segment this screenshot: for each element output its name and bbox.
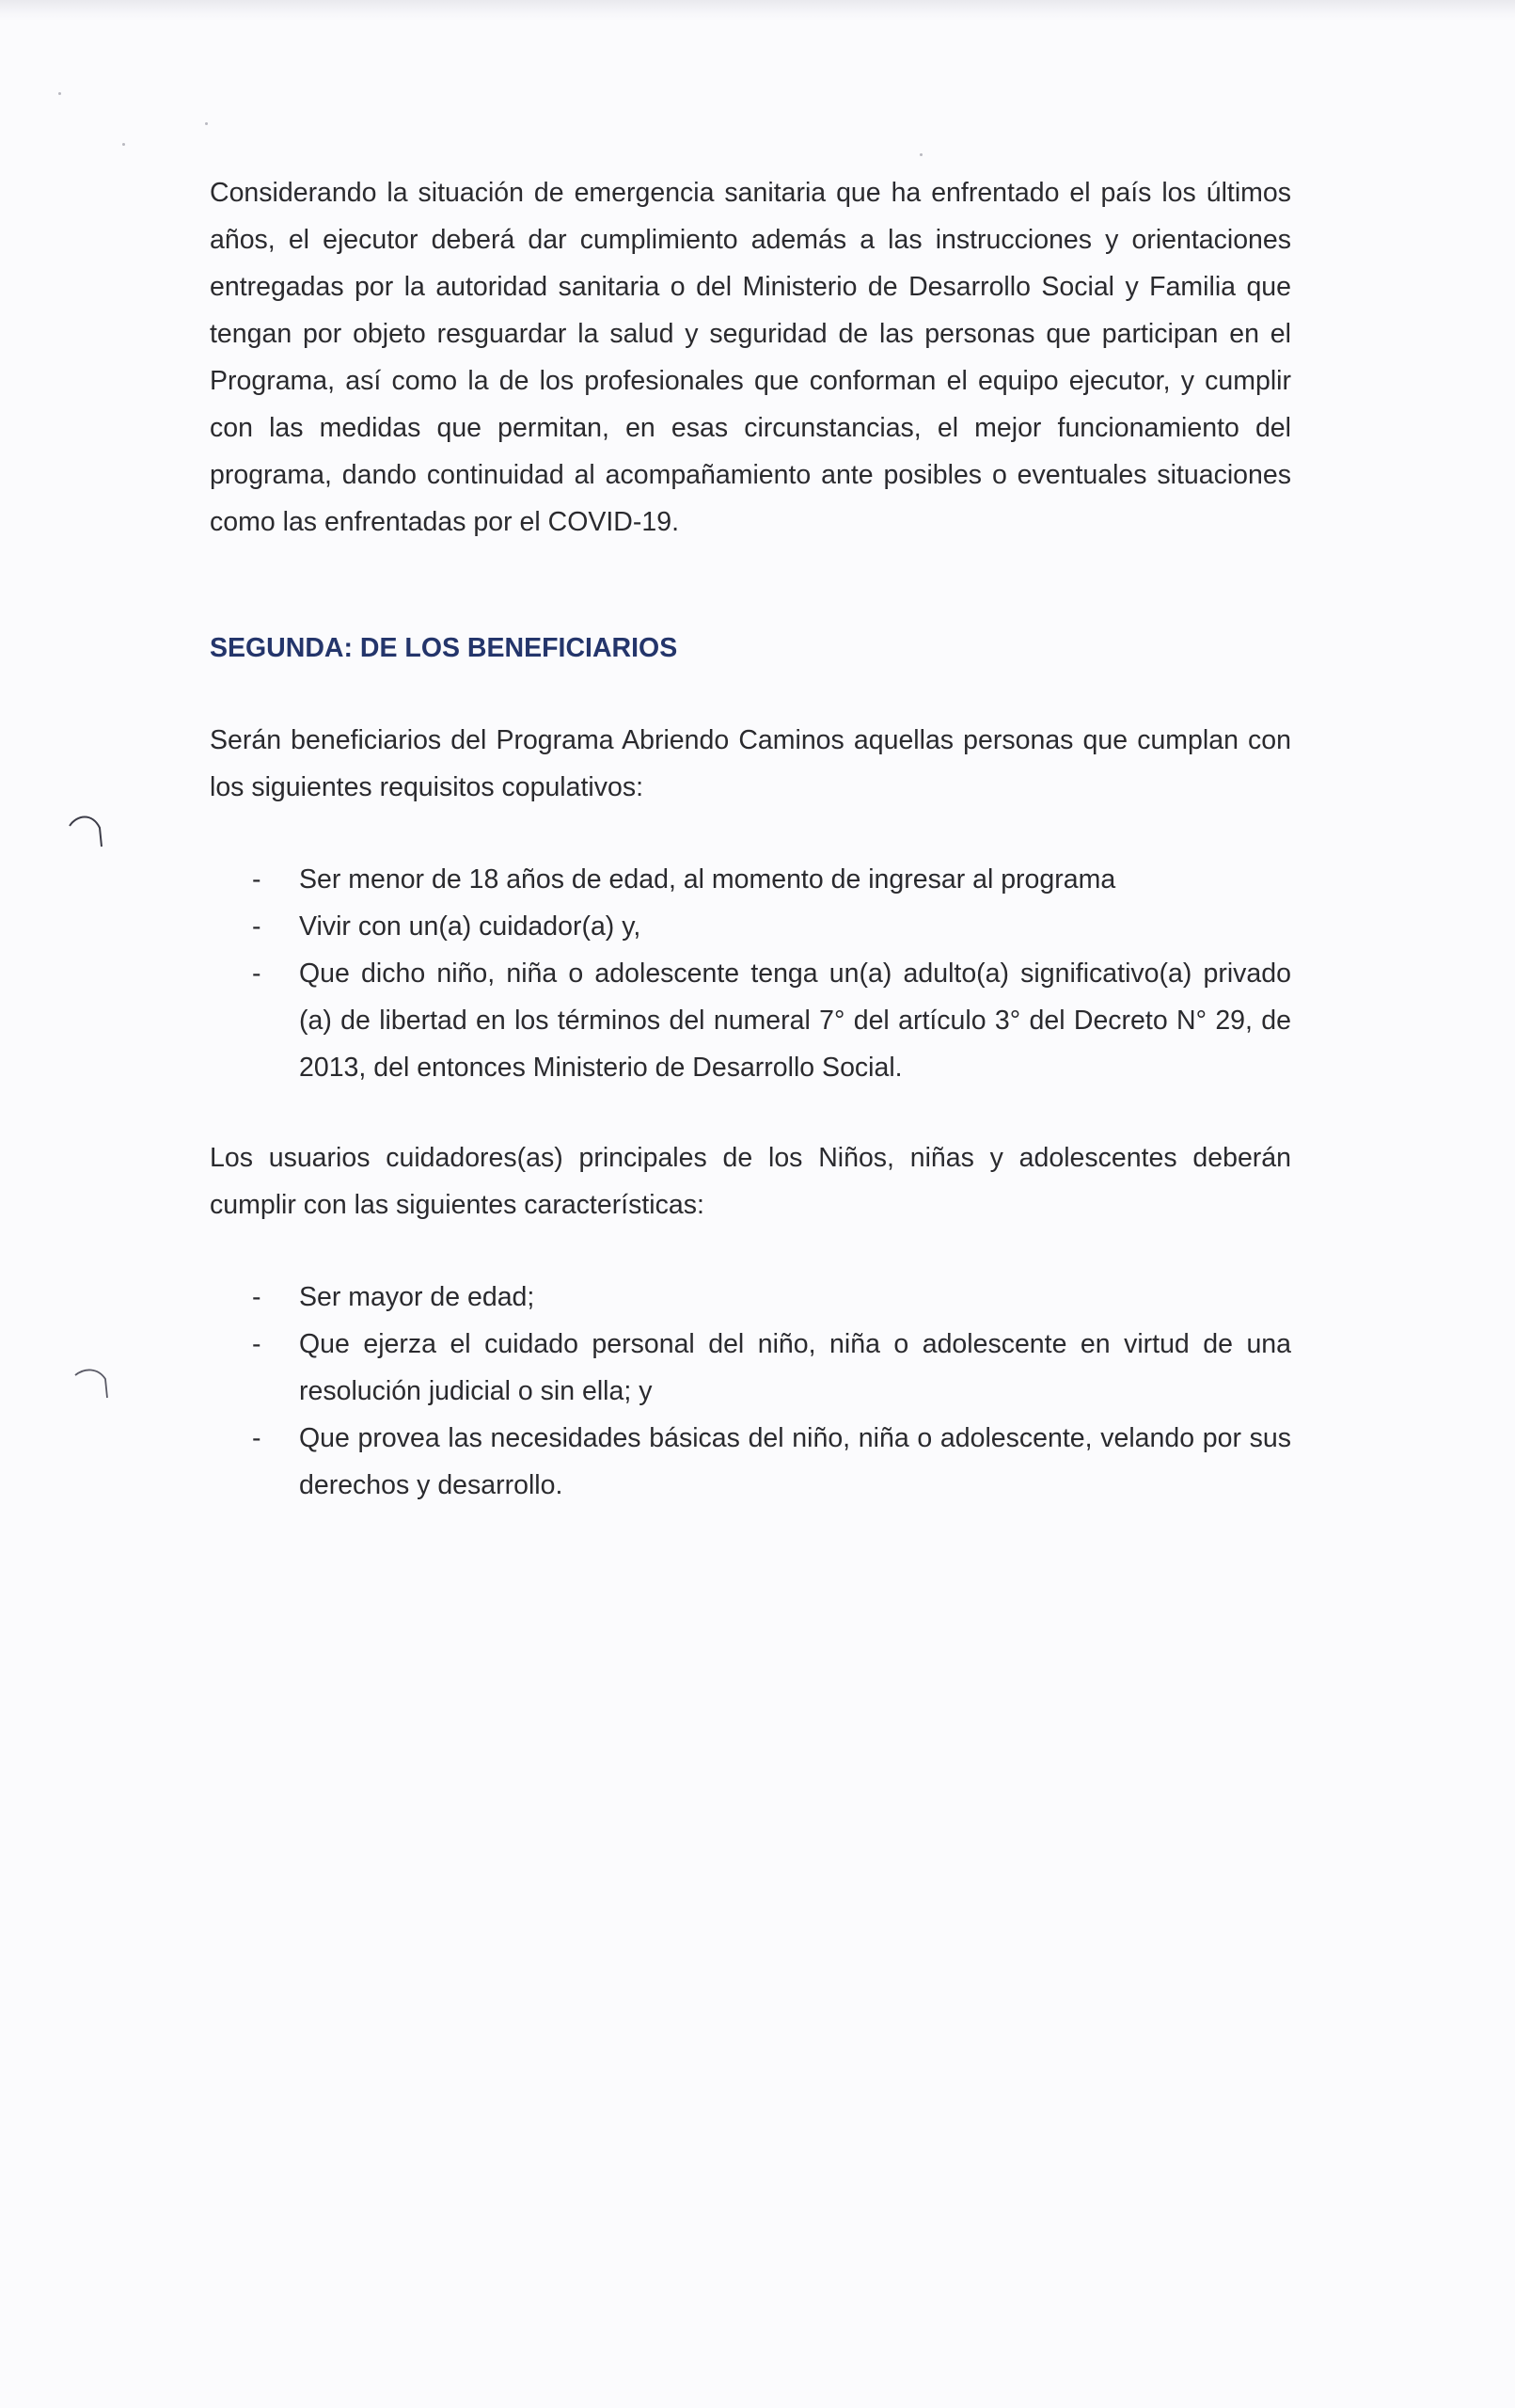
bullet-dash: - xyxy=(252,1329,261,1359)
caregiver-requirement-text: Que ejerza el cuidado personal del niño, niña o adolescente en virtud de una resolución judicial o sin ella; y xyxy=(299,1329,1291,1406)
section-heading: SEGUNDA: DE LOS BENEFICIARIOS xyxy=(210,633,678,663)
list-item xyxy=(210,1415,1291,1509)
beneficiaries-paragraph: Serán beneficiarios del Programa Abriendo Caminos aquellas personas que cumplan con los siguientes requisitos copulativos: xyxy=(210,725,1291,802)
bullet-dash: - xyxy=(252,1423,261,1453)
scan-speck xyxy=(920,153,923,156)
list-item xyxy=(210,903,1291,950)
scan-speck xyxy=(205,122,208,125)
document-body xyxy=(210,169,1291,1509)
intro-paragraph: Considerando la situación de emergencia sanitaria que ha enfrentado el país los últimos años, el ejecutor deberá dar cumplimiento además a las instrucciones y orientaciones entregadas por la autoridad sanitaria o del Ministerio de Desarrollo Social y Familia que tengan por objeto resguardar la salud y seguridad de las personas que participan en el Programa, así como la de los profesionales que conforman el equipo ejecutor, y cumplir con las medidas que permitan, en esas circunstancias, el mejor funcionamiento del programa, dando continuidad al acompañamiento ante posibles o eventuales situaciones como las enfrentadas por el COVID-19. xyxy=(210,178,1291,537)
punch-hole-mark xyxy=(64,809,107,852)
list-item xyxy=(210,1321,1291,1415)
scan-speck xyxy=(122,143,125,146)
list-item xyxy=(210,856,1291,903)
bullet-dash: - xyxy=(252,958,261,989)
punch-hole-mark xyxy=(71,1362,115,1405)
bullet-dash: - xyxy=(252,911,261,942)
list-item xyxy=(210,1274,1291,1321)
requirements-list xyxy=(210,856,1291,1091)
caregiver-requirement-text: Que provea las necesidades básicas del niño, niña o adolescente, velando por sus derechos y desarrollo. xyxy=(299,1423,1291,1500)
caregivers-paragraph: Los usuarios cuidadores(as) principales de los Niños, niñas y adolescentes deberán cumplir con las siguientes características: xyxy=(210,1143,1291,1220)
caregiver-requirements-list xyxy=(210,1274,1291,1509)
requirement-text: Vivir con un(a) cuidador(a) y, xyxy=(299,911,641,942)
scan-edge-shadow xyxy=(0,0,1515,21)
scan-speck xyxy=(58,92,61,95)
caregiver-requirement-text: Ser mayor de edad; xyxy=(299,1282,535,1312)
bullet-dash: - xyxy=(252,864,261,895)
bullet-dash: - xyxy=(252,1282,261,1312)
requirement-text: Ser menor de 18 años de edad, al momento de ingresar al programa xyxy=(299,864,1116,895)
requirement-text: Que dicho niño, niña o adolescente tenga un(a) adulto(a) significativo(a) privado (a) de libertad en los términos del numeral 7° del artículo 3° del Decreto N° 29, de 2013, del entonces Ministerio de Desarrollo Social. xyxy=(299,958,1291,1083)
list-item xyxy=(210,950,1291,1091)
